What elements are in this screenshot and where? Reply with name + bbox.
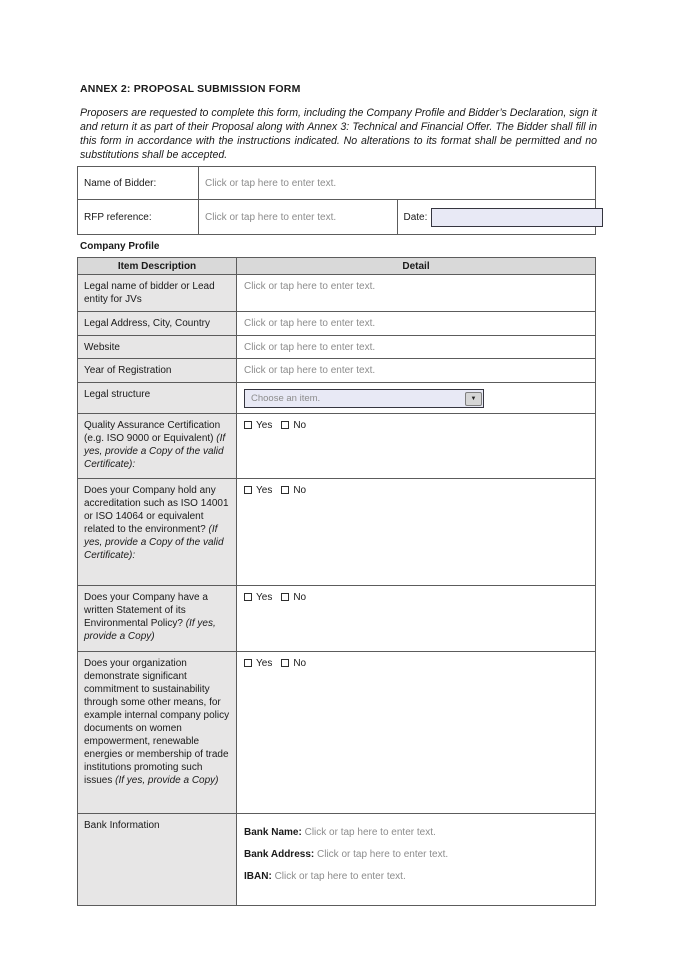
item-label: Legal Address, City, Country xyxy=(78,312,237,336)
accreditation-cell xyxy=(237,479,596,586)
date-cell xyxy=(397,200,596,235)
table-row xyxy=(78,383,596,414)
checkbox-label: Yes xyxy=(256,658,273,669)
bank-name-input[interactable] xyxy=(244,822,591,844)
input-placeholder: Click or tap here to enter text. xyxy=(205,177,337,189)
section-heading-company-profile: Company Profile xyxy=(80,241,160,252)
item-label xyxy=(78,414,237,479)
table-row xyxy=(78,167,596,200)
item-label xyxy=(78,586,237,652)
item-label-note: (If yes, provide a Copy) xyxy=(115,775,219,786)
item-label-note: (If yes, provide a Copy of the valid Certificate): xyxy=(84,524,224,561)
checkbox-label: Yes xyxy=(256,485,273,496)
item-label-text: Quality Assurance Certification (e.g. ISO 9000 or Equivalent) xyxy=(84,420,221,444)
no-checkbox[interactable] xyxy=(281,486,289,494)
chevron-down-icon: ▼ xyxy=(470,395,477,402)
table-row xyxy=(78,414,596,479)
website-input[interactable] xyxy=(237,336,596,359)
input-placeholder: Click or tap here to enter text. xyxy=(317,849,449,860)
table-row xyxy=(78,652,596,814)
input-placeholder: Click or tap here to enter text. xyxy=(244,342,376,353)
input-placeholder: Click or tap here to enter text. xyxy=(274,871,406,882)
table-row xyxy=(78,336,596,359)
company-profile-table xyxy=(77,257,596,906)
input-placeholder: Click or tap here to enter text. xyxy=(304,827,436,838)
no-checkbox[interactable] xyxy=(281,659,289,667)
iban-input[interactable] xyxy=(244,866,591,888)
checkbox-label: Yes xyxy=(256,420,273,431)
legal-address-input[interactable] xyxy=(237,312,596,336)
dropdown-placeholder: Choose an item. xyxy=(251,393,321,404)
input-placeholder: Click or tap here to enter text. xyxy=(244,365,376,376)
table-row xyxy=(78,275,596,312)
item-label-note: (If yes, provide a Copy of the valid Certificate): xyxy=(84,433,226,470)
table-row xyxy=(78,359,596,383)
item-label: Legal name of bidder or Lead entity for JVs xyxy=(78,275,237,312)
no-checkbox[interactable] xyxy=(281,593,289,601)
table-row xyxy=(78,586,596,652)
item-label: Bank Information xyxy=(78,814,237,906)
column-header-item-description: Item Description xyxy=(78,258,237,275)
yes-checkbox[interactable] xyxy=(244,593,252,601)
bank-address-input[interactable] xyxy=(244,844,591,866)
rfp-reference-label: RFP reference: xyxy=(78,200,199,235)
item-label: Year of Registration xyxy=(78,359,237,383)
checkbox-label: No xyxy=(293,485,307,496)
bank-address-label: Bank Address: xyxy=(244,849,315,860)
bank-information-cell xyxy=(237,814,596,906)
legal-name-input[interactable] xyxy=(237,275,596,312)
intro-paragraph: Proposers are requested to complete this form, including the Company Profile and Bidder’s Declaration, sign it and return it as part of their Proposal along with Annex 3: Technical and Financial Offer. The Bidder shall fill in this form in accordance with the instructions indicated. No alterations to its format shall be permitted and no substitutions shall be accepted. xyxy=(80,107,597,161)
item-label-note: (If yes, provide a Copy) xyxy=(84,618,216,642)
checkbox-label: No xyxy=(293,592,307,603)
qa-certification-cell xyxy=(237,414,596,479)
input-placeholder: Click or tap here to enter text. xyxy=(244,318,376,329)
input-placeholder: Click or tap here to enter text. xyxy=(205,211,337,223)
yes-checkbox[interactable] xyxy=(244,421,252,429)
rfp-reference-input[interactable] xyxy=(199,200,398,235)
checkbox-label: No xyxy=(293,420,307,431)
page-title: ANNEX 2: PROPOSAL SUBMISSION FORM xyxy=(80,83,301,95)
table-header-row xyxy=(78,258,596,275)
date-input[interactable] xyxy=(431,208,603,227)
no-checkbox[interactable] xyxy=(281,421,289,429)
yes-checkbox[interactable] xyxy=(244,659,252,667)
item-label: Website xyxy=(78,336,237,359)
table-row xyxy=(78,312,596,336)
legal-structure-cell xyxy=(237,383,596,414)
item-label-text: Does your organization demonstrate significant commitment to sustainability through some other means, for example internal company policy documents on women empowerment, renewable energies or membership of trade institutions promoting such issues xyxy=(84,658,230,786)
input-placeholder: Click or tap here to enter text. xyxy=(244,281,376,292)
name-of-bidder-input[interactable] xyxy=(199,167,596,200)
item-label-text: Does your Company hold any accreditation such as ISO 14001 or ISO 14064 or equivalent related to the environment? xyxy=(84,485,229,535)
table-row xyxy=(78,200,596,235)
legal-structure-dropdown[interactable] xyxy=(244,389,484,408)
dropdown-arrow-button[interactable] xyxy=(465,392,482,406)
environmental-policy-cell xyxy=(237,586,596,652)
table-row xyxy=(78,814,596,906)
bank-name-label: Bank Name: xyxy=(244,827,302,838)
date-label: Date: xyxy=(403,211,428,223)
name-of-bidder-label: Name of Bidder: xyxy=(78,167,199,200)
checkbox-label: Yes xyxy=(256,592,273,603)
checkbox-label: No xyxy=(293,658,307,669)
column-header-detail: Detail xyxy=(237,258,596,275)
yes-checkbox[interactable] xyxy=(244,486,252,494)
sustainability-cell xyxy=(237,652,596,814)
year-of-registration-input[interactable] xyxy=(237,359,596,383)
table-row xyxy=(78,479,596,586)
item-label: Legal structure xyxy=(78,383,237,414)
item-label xyxy=(78,652,237,814)
item-label-text: Does your Company have a written Statement of its Environmental Policy? xyxy=(84,592,208,629)
item-label xyxy=(78,479,237,586)
bidder-info-table xyxy=(77,166,596,235)
iban-label: IBAN: xyxy=(244,871,272,882)
